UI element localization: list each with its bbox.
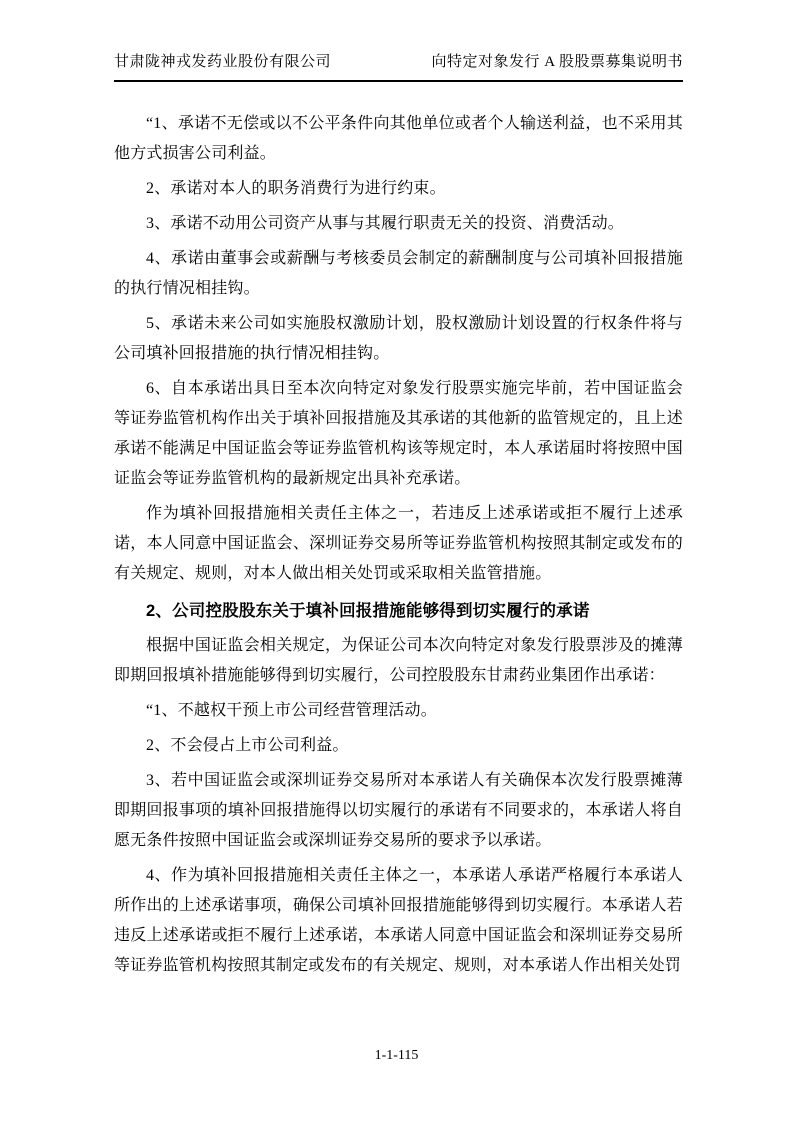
page-header xyxy=(114,50,683,82)
paragraph: 4、作为填补回报措施相关责任主体之一，本承诺人承诺严格履行本承诺人所作出的上述承诺事项，确保公司填补回报措施能够得到切实履行。本承诺人若违反上述承诺或拒不履行上述承诺，本承诺人同意中国证监会和深圳证券交易所等证券监管机构按照其制定或发布的有关规定、规则，对本承诺人作出相关处罚 xyxy=(114,867,683,974)
paragraph: “1、不越权干预上市公司经营管理活动。 xyxy=(146,702,437,719)
document-body xyxy=(114,109,683,981)
paragraph: 3、若中国证监会或深圳证券交易所对本承诺人有关确保本次发行股票摊薄即期回报事项的填补回报措施得以切实履行的承诺有不同要求的，本承诺人将自愿无条件按照中国证监会或深圳证券交易所的要求予以承诺。 xyxy=(114,772,683,849)
paragraph: 2、承诺对本人的职务消费行为进行约束。 xyxy=(146,180,446,197)
section-heading: 2、公司控股股东关于填补回报措施能够得到切实履行的承诺 xyxy=(146,602,590,620)
paragraph: 2、不会侵占上市公司利益。 xyxy=(146,737,349,754)
header-document-title: 向特定对象发行 A 股股票募集说明书 xyxy=(431,54,683,70)
paragraph: 4、承诺由董事会或薪酬与考核委员会制定的薪酬制度与公司填补回报措施的执行情况相挂钩。 xyxy=(114,250,683,297)
paragraph: “1、承诺不无偿或以不公平条件向其他单位或者个人输送利益，也不采用其他方式损害公司利益。 xyxy=(114,115,683,162)
page-footer xyxy=(0,1048,793,1064)
paragraph: 3、承诺不动用公司资产从事与其履行职责无关的投资、消费活动。 xyxy=(146,215,625,232)
paragraph: 根据中国证监会相关规定，为保证公司本次向特定对象发行股票涉及的摊薄即期回报填补措施能够得到切实履行，公司控股股东甘肃药业集团作出承诺： xyxy=(114,637,683,684)
header-company-name: 甘肃陇神戎发药业股份有限公司 xyxy=(114,54,332,70)
paragraph: 6、自本承诺出具日至本次向特定对象发行股票实施完毕前，若中国证监会等证券监管机构作出关于填补回报措施及其承诺的其他新的监管规定的，且上述承诺不能满足中国证监会等证券监管机构该等规定时，本人承诺届时将按照中国证监会等证券监管机构的最新规定出具补充承诺。 xyxy=(114,380,683,487)
page-number: 1-1-115 xyxy=(374,1048,419,1063)
paragraph: 5、承诺未来公司如实施股权激励计划，股权激励计划设置的行权条件将与公司填补回报措施的执行情况相挂钩。 xyxy=(114,315,683,362)
paragraph: 作为填补回报措施相关责任主体之一，若违反上述承诺或拒不履行上述承诺，本人同意中国证监会、深圳证券交易所等证券监管机构按照其制定或发布的有关规定、规则，对本人做出相关处罚或采取相关监管措施。 xyxy=(114,505,683,582)
